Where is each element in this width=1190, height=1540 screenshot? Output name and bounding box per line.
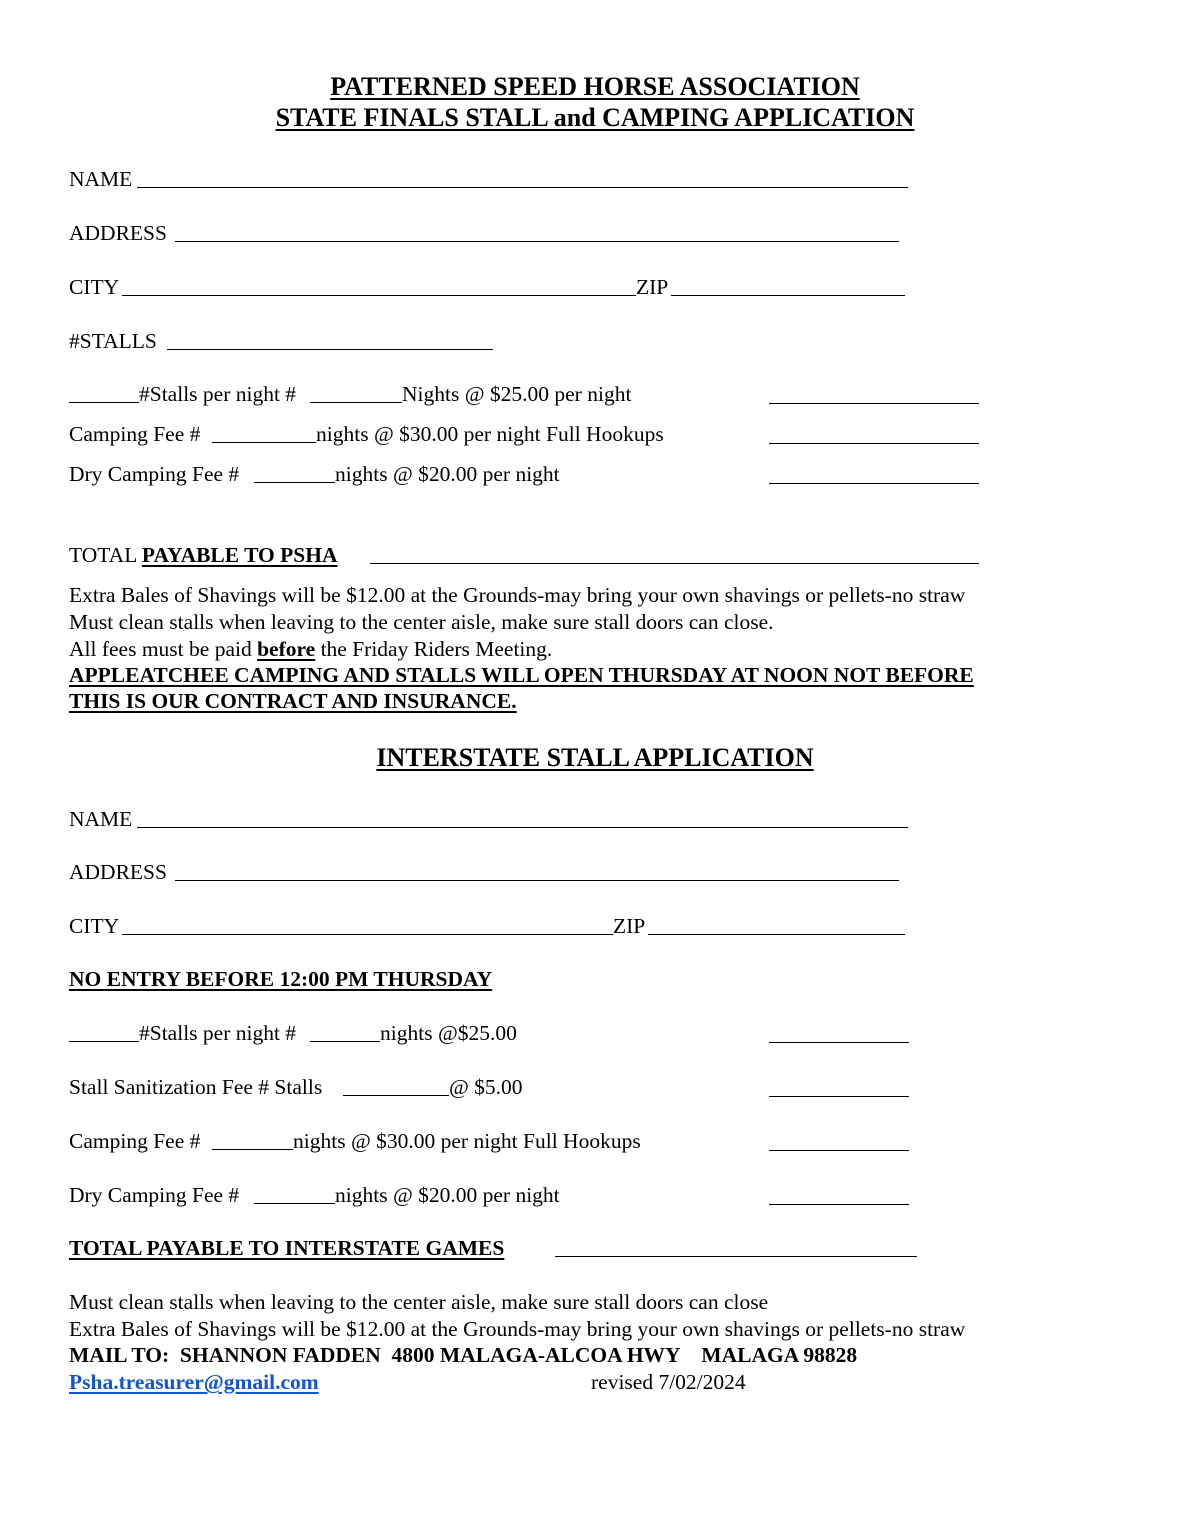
zip-field[interactable]	[671, 295, 905, 296]
interstate-camping-amount-field[interactable]	[769, 1150, 909, 1151]
dry-camping-nights-field[interactable]	[254, 482, 335, 483]
email-link-wrap	[69, 1372, 319, 1394]
revised-date: revised 7/02/2024	[591, 1370, 746, 1394]
sanitization-price-label: @ $5.00	[449, 1075, 523, 1099]
footer-shavings-note: Extra Bales of Shavings will be $12.00 at the Grounds-may bring your own shavings or pellets-no straw	[69, 1317, 966, 1341]
camping-nights-field[interactable]	[212, 442, 316, 443]
address-field[interactable]	[175, 241, 899, 242]
interstate-camping-nights-label: nights @ $30.00 per night Full Hookups	[293, 1129, 641, 1153]
mail-to-address: MAIL TO: SHANNON FADDEN 4800 MALAGA-ALCOA HWY MALAGA 98828	[69, 1343, 858, 1367]
title-line-1: PATTERNED SPEED HORSE ASSOCIATION	[330, 72, 860, 101]
stalls-count-field[interactable]	[69, 402, 139, 403]
interstate-total-label: TOTAL PAYABLE TO INTERSTATE GAMES	[69, 1236, 505, 1260]
stall-nights-label: Nights @ $25.00 per night	[402, 382, 632, 406]
interstate-city-label: CITY	[69, 914, 120, 938]
interstate-dry-camping-nights-field[interactable]	[254, 1203, 335, 1204]
stall-nights-field[interactable]	[310, 402, 402, 403]
interstate-stalls-per-night-label: #Stalls per night #	[139, 1021, 297, 1045]
stalls-label: #STALLS	[69, 329, 157, 353]
treasurer-email-link[interactable]: Psha.treasurer@gmail.com	[69, 1370, 319, 1394]
total-field[interactable]	[370, 563, 979, 564]
no-entry-notice: NO ENTRY BEFORE 12:00 PM THURSDAY	[69, 967, 493, 991]
interstate-address-label: ADDRESS	[69, 860, 167, 884]
interstate-name-field[interactable]	[137, 827, 908, 828]
interstate-name-label: NAME	[69, 807, 133, 831]
sanitization-fee-label: Stall Sanitization Fee # Stalls	[69, 1075, 323, 1099]
name-field[interactable]	[137, 187, 908, 188]
interstate-zip-field[interactable]	[648, 934, 905, 935]
stalls-field[interactable]	[167, 349, 493, 350]
address-label: ADDRESS	[69, 221, 167, 245]
city-field[interactable]	[122, 295, 636, 296]
dry-camping-fee-label: Dry Camping Fee #	[69, 462, 240, 486]
total-prefix: TOTAL	[69, 543, 142, 567]
interstate-dry-camping-fee-label: Dry Camping Fee #	[69, 1183, 240, 1207]
dry-camping-amount-field[interactable]	[769, 483, 979, 484]
zip-label: ZIP	[636, 275, 669, 299]
interstate-zip-label: ZIP	[613, 914, 646, 938]
interstate-stall-nights-label: nights @$25.00	[380, 1021, 517, 1045]
camping-amount-field[interactable]	[769, 443, 979, 444]
camping-nights-label: nights @ $30.00 per night Full Hookups	[316, 422, 664, 446]
footer-clean-note: Must clean stalls when leaving to the center aisle, make sure stall doors can close	[69, 1290, 769, 1314]
sanitization-stalls-field[interactable]	[343, 1095, 449, 1096]
total-label	[69, 545, 338, 567]
interstate-stalls-amount-field[interactable]	[769, 1042, 909, 1043]
interstate-camping-fee-label: Camping Fee #	[69, 1129, 201, 1153]
clean-note: Must clean stalls when leaving to the center aisle, make sure stall doors can close.	[69, 610, 774, 634]
interstate-dry-camping-nights-label: nights @ $20.00 per night	[335, 1183, 560, 1207]
stalls-per-night-label: #Stalls per night #	[139, 382, 297, 406]
interstate-total-field[interactable]	[555, 1256, 917, 1257]
sanitization-amount-field[interactable]	[769, 1096, 909, 1097]
warning-line-1: APPLEATCHEE CAMPING AND STALLS WILL OPEN THURSDAY AT NOON NOT BEFORE	[69, 663, 974, 687]
stalls-amount-field[interactable]	[769, 403, 979, 404]
city-label: CITY	[69, 275, 120, 299]
fees-note-before: before	[257, 637, 316, 661]
interstate-camping-nights-field[interactable]	[212, 1149, 293, 1150]
interstate-stall-nights-field[interactable]	[310, 1041, 380, 1042]
warning-line-2: THIS IS OUR CONTRACT AND INSURANCE.	[69, 689, 517, 713]
total-payable-label: PAYABLE TO PSHA	[141, 543, 338, 567]
fees-note	[69, 639, 552, 661]
interstate-title: INTERSTATE STALL APPLICATION	[376, 743, 814, 772]
shavings-note: Extra Bales of Shavings will be $12.00 at the Grounds-may bring your own shavings or pellets-no straw	[69, 583, 966, 607]
dry-camping-nights-label: nights @ $20.00 per night	[335, 462, 560, 486]
interstate-dry-camping-amount-field[interactable]	[769, 1204, 909, 1205]
interstate-address-field[interactable]	[175, 880, 899, 881]
fees-note-prefix: All fees must be paid	[69, 637, 258, 661]
interstate-city-field[interactable]	[122, 934, 613, 935]
title-line-2: STATE FINALS STALL and CAMPING APPLICATION	[275, 103, 915, 132]
name-label: NAME	[69, 167, 133, 191]
interstate-stalls-count-field[interactable]	[69, 1041, 139, 1042]
fees-note-suffix: the Friday Riders Meeting.	[315, 637, 553, 661]
camping-fee-label: Camping Fee #	[69, 422, 201, 446]
